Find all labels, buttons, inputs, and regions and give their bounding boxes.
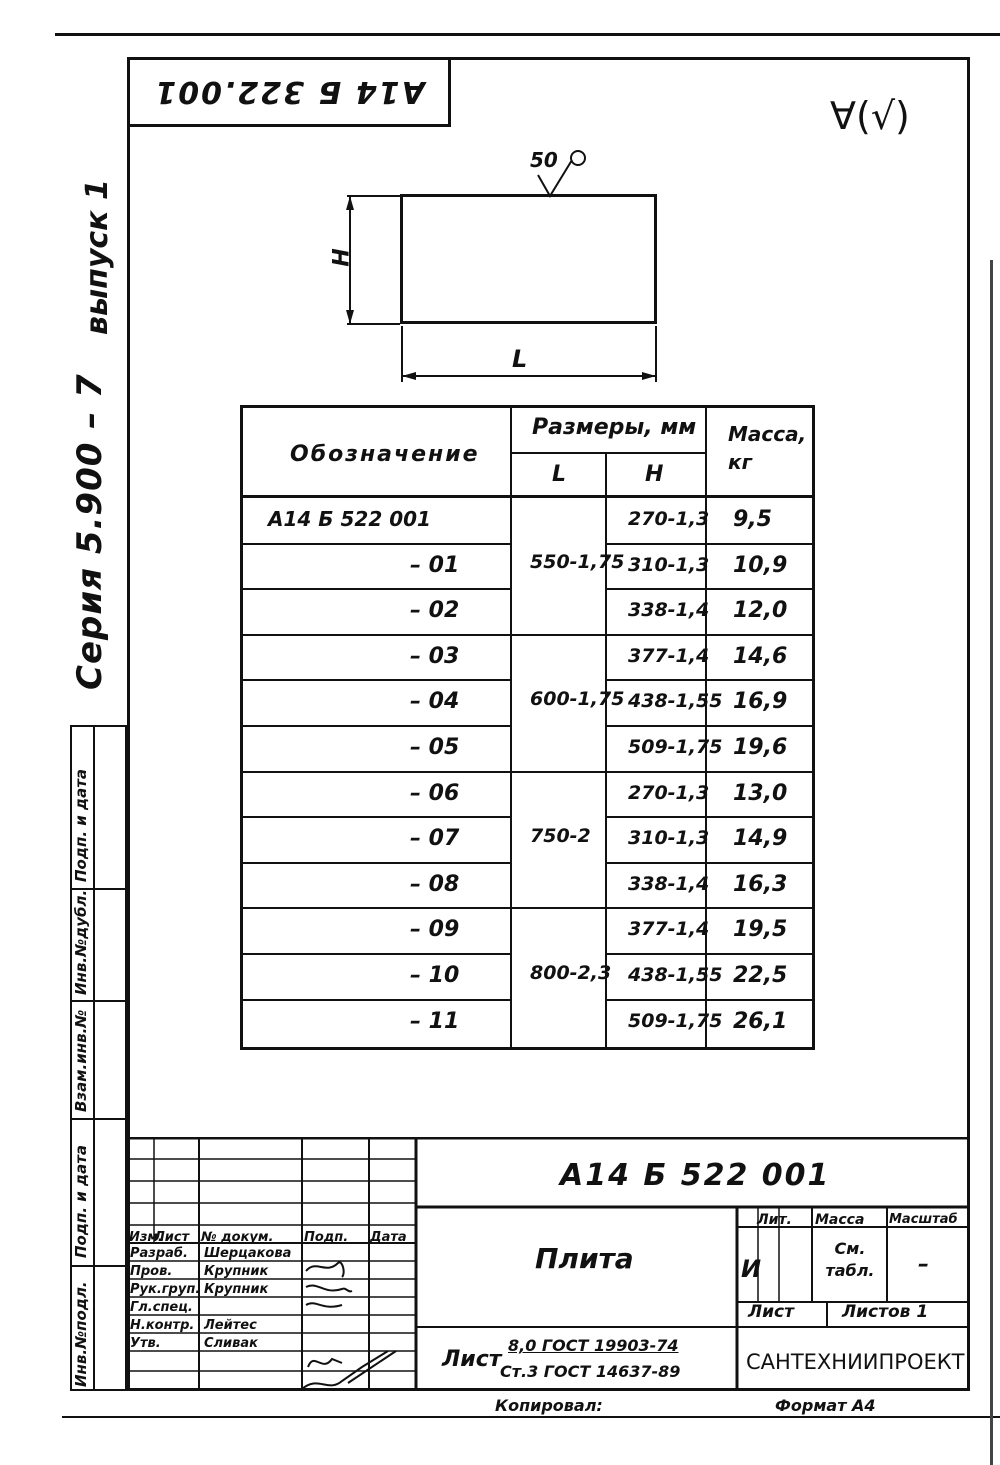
row-mass-value: 22,5 <box>733 963 788 988</box>
row-mass-value: 19,6 <box>733 735 788 760</box>
table-row-line <box>240 679 510 681</box>
row-mass-value: 14,6 <box>733 643 788 669</box>
role-name: Пров. <box>130 1264 173 1279</box>
strip-divider <box>93 725 95 1391</box>
row-designation: – 02 <box>410 598 460 624</box>
role-person: Шерцакова <box>204 1246 292 1261</box>
row-designation: – 05 <box>410 735 460 760</box>
lit-value: И <box>741 1255 762 1283</box>
table-row-line <box>605 679 815 681</box>
row-mass-value: 19,5 <box>733 917 788 943</box>
row-designation: – 01 <box>410 552 460 578</box>
row-designation: А14 Б 522 001 <box>268 507 431 531</box>
page-edge-line <box>990 260 993 1465</box>
table-row-line <box>240 862 510 864</box>
strip-separator <box>70 1118 127 1120</box>
row-designation: – 11 <box>410 1008 460 1034</box>
col-mass-header: Масса, кг <box>728 422 807 474</box>
series-label: Серия 5.900 – 7 <box>70 373 110 690</box>
strip-separator <box>70 1265 127 1267</box>
table-row-line <box>240 999 510 1001</box>
sheets-label: Листов 1 <box>842 1302 929 1322</box>
table-col-line <box>510 405 512 1050</box>
table-row-line <box>605 543 815 545</box>
row-h-value: 270-1,3 <box>628 508 710 530</box>
general-roughness-symbol: ∀(√) <box>830 94 910 138</box>
mass-value: См. табл. <box>825 1239 875 1280</box>
row-h-value: 438-1,55 <box>628 964 723 986</box>
row-h-value: 438-1,55 <box>628 690 723 713</box>
part-name: Плита <box>535 1242 634 1275</box>
strip-label-sign-date-2: Подп. и дата <box>72 768 90 882</box>
row-h-value: 310-1,3 <box>628 827 710 850</box>
rotated-number-box <box>127 57 451 127</box>
role-person: Сливак <box>204 1336 258 1351</box>
revision-header-cell: Дата <box>370 1230 407 1245</box>
l-group-value: 600-1,75 <box>530 688 625 711</box>
role-person: Лейтес <box>204 1318 257 1333</box>
title-doc-number: А14 Б 522 001 <box>560 1158 831 1193</box>
table-row-line <box>605 816 815 818</box>
sketch-dimensions <box>320 140 680 390</box>
scale-label: Масштаб <box>889 1212 958 1227</box>
material-line-2: Ст.3 ГОСТ 14637-89 <box>500 1362 681 1381</box>
roughness-value: 50 <box>530 148 558 172</box>
organization-name: САНТЕХНИИПРОЕКТ <box>746 1350 965 1374</box>
strip-label-vzam: Взам.инв.№ <box>72 1009 90 1112</box>
row-h-value: 310-1,3 <box>628 553 710 576</box>
table-row-line <box>240 907 815 909</box>
l-group-value: 550-1,75 <box>530 551 625 574</box>
table-row-line <box>240 543 510 545</box>
row-mass-value: 9,5 <box>733 507 772 532</box>
strip-label-sign-date: Подп. и дата <box>72 1144 90 1258</box>
table-row-line <box>605 953 815 955</box>
lit-label: Лит. <box>757 1212 792 1228</box>
table-row-line <box>240 816 510 818</box>
row-designation: – 06 <box>410 780 460 806</box>
revision-header-cell: Подп. <box>304 1230 349 1245</box>
role-name: Гл.спец. <box>130 1300 193 1315</box>
revision-header-cell: Изм. <box>129 1230 163 1245</box>
role-name: Разраб. <box>130 1246 188 1261</box>
table-row-line <box>605 725 815 727</box>
row-h-value: 377-1,4 <box>628 644 710 667</box>
row-mass-value: 16,3 <box>733 871 788 897</box>
revision-header-cell: Лист <box>154 1230 190 1245</box>
scale-value: – <box>918 1252 929 1277</box>
mass-label: Масса <box>815 1212 865 1228</box>
l-group-value: 800-2,3 <box>530 961 612 984</box>
role-name: Н.контр. <box>130 1318 195 1333</box>
role-name: Утв. <box>130 1336 161 1351</box>
bottom-border-line <box>62 1416 1000 1418</box>
row-designation: – 04 <box>410 689 460 715</box>
col-h-header: H <box>645 462 664 487</box>
table-row-line <box>605 862 815 864</box>
row-designation: – 08 <box>410 871 460 897</box>
col-sizes-header: Размеры, мм <box>532 415 697 440</box>
copied-label: Копировал: <box>495 1396 603 1415</box>
row-h-value: 338-1,4 <box>628 599 710 622</box>
l-group-value: 750-2 <box>530 825 591 847</box>
table-row-line <box>240 771 815 773</box>
role-name: Рук.груп. <box>130 1282 201 1297</box>
rotated-drawing-number: А14 Б 322.001 <box>153 74 425 110</box>
col-l-header: L <box>552 462 567 487</box>
issue-label: выпуск 1 <box>80 179 115 335</box>
strip-separator <box>70 1000 127 1002</box>
row-h-value: 509-1,75 <box>628 1009 723 1032</box>
role-person: Крупник <box>204 1264 269 1279</box>
row-designation: – 10 <box>410 963 460 988</box>
table-row-line <box>240 634 815 636</box>
dim-l-label: L <box>512 345 528 373</box>
material-line-1: 8,0 ГОСТ 19903-74 <box>508 1336 679 1355</box>
top-border-line <box>55 33 1000 36</box>
row-designation: – 03 <box>410 643 460 669</box>
table-row-line <box>240 725 510 727</box>
sheet-label: Лист <box>748 1302 794 1322</box>
row-h-value: 338-1,4 <box>628 872 710 895</box>
material-prefix: Лист <box>442 1347 502 1372</box>
table-row-line <box>240 588 510 590</box>
row-h-value: 377-1,4 <box>628 918 710 941</box>
table-header-split <box>510 452 705 454</box>
row-mass-value: 13,0 <box>733 780 788 806</box>
dim-h-label: H <box>329 248 355 267</box>
table-header-bottom <box>240 495 815 498</box>
table-row-line <box>605 588 815 590</box>
table-row-line <box>605 999 815 1001</box>
row-mass-value: 12,0 <box>733 598 788 624</box>
row-mass-value: 16,9 <box>733 689 788 715</box>
row-mass-value: 26,1 <box>733 1008 788 1034</box>
row-h-value: 270-1,3 <box>628 781 710 804</box>
format-label: Формат А4 <box>775 1396 876 1415</box>
row-h-value: 509-1,75 <box>628 736 723 758</box>
row-designation: – 09 <box>410 917 460 943</box>
row-mass-value: 10,9 <box>733 552 788 578</box>
signatures <box>302 1255 402 1395</box>
strip-label-inv-podl: Инв.№подл. <box>72 1281 90 1387</box>
role-person: Крупник <box>204 1282 269 1297</box>
revision-header-cell: № докум. <box>201 1230 274 1245</box>
table-row-line <box>240 953 510 955</box>
col-designation-header: Обозначение <box>290 442 480 467</box>
row-designation: – 07 <box>410 826 460 852</box>
strip-label-inv-dubl: Инв.№дубл. <box>72 889 90 995</box>
row-mass-value: 14,9 <box>733 826 788 852</box>
